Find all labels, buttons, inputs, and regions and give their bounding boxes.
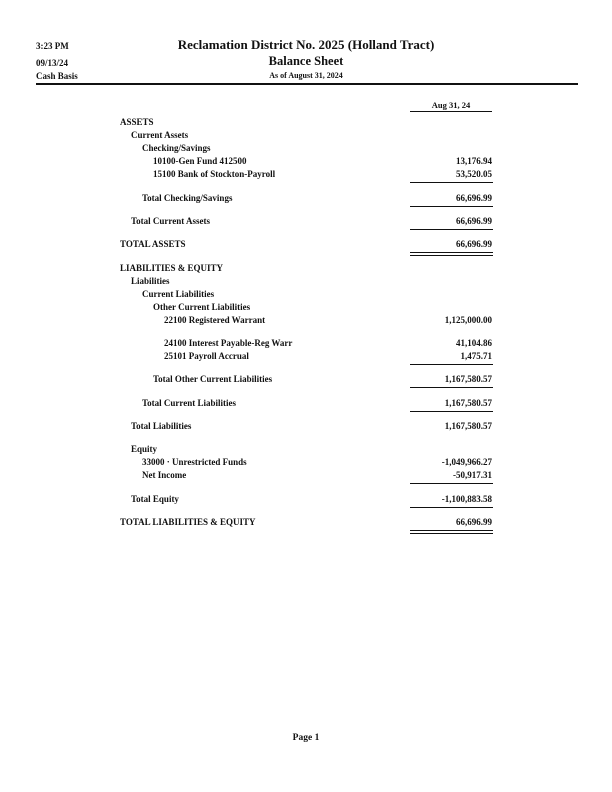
subtotal-rule <box>410 507 493 508</box>
subtotal-rule <box>410 364 493 365</box>
row-label: Total Checking/Savings <box>142 193 233 203</box>
row-label: Equity <box>131 444 158 454</box>
row-label: 10100-Gen Fund 412500 <box>153 156 247 166</box>
row-amount: 66,696.99 <box>456 216 492 226</box>
row-label: TOTAL ASSETS <box>120 239 186 249</box>
row-amount: -50,917.31 <box>453 470 492 480</box>
row-gen-fund <box>0 156 612 167</box>
row-label: TOTAL LIABILITIES & EQUITY <box>120 517 256 527</box>
row-equity <box>0 444 612 455</box>
row-total-liabilities <box>0 421 612 432</box>
row-assets <box>0 117 612 128</box>
row-label: 25101 Payroll Accrual <box>164 351 249 361</box>
row-amount: 1,167,580.57 <box>444 421 492 431</box>
row-unrestricted-funds <box>0 457 612 468</box>
row-other-current-liabilities <box>0 302 612 313</box>
row-label: 22100 Registered Warrant <box>164 315 266 325</box>
row-label: Checking/Savings <box>142 143 211 153</box>
row-liabilities <box>0 276 612 287</box>
row-total-equity <box>0 494 612 505</box>
column-heading-rule <box>410 111 492 112</box>
row-amount: 1,167,580.57 <box>444 374 492 384</box>
row-current-assets <box>0 130 612 141</box>
print-time: 3:23 PM <box>36 41 69 51</box>
print-date: 09/13/24 <box>36 58 69 68</box>
page-number: Page 1 <box>292 733 320 743</box>
row-amount: 1,167,580.57 <box>444 398 492 408</box>
row-label: Other Current Liabilities <box>153 302 251 312</box>
subtotal-rule <box>410 387 493 388</box>
header-rule <box>36 83 578 85</box>
report-title: Balance Sheet <box>268 54 344 68</box>
row-label: Total Other Current Liabilities <box>153 374 273 384</box>
row-current-liabilities <box>0 289 612 300</box>
row-net-income <box>0 470 612 481</box>
row-label: LIABILITIES & EQUITY <box>120 263 224 273</box>
accounting-basis: Cash Basis <box>36 71 78 81</box>
as-of-date: As of August 31, 2024 <box>269 71 343 80</box>
row-label: Total Current Liabilities <box>142 398 237 408</box>
row-amount: 66,696.99 <box>456 193 492 203</box>
row-interest-payable <box>0 338 612 349</box>
subtotal-rule <box>410 411 493 412</box>
row-bank-of-stockton <box>0 169 612 180</box>
company-name: Reclamation District No. 2025 (Holland Tract) <box>177 37 435 52</box>
row-amount: -1,049,966.27 <box>441 457 492 467</box>
row-amount: 66,696.99 <box>456 239 492 249</box>
row-label: Current Liabilities <box>142 289 215 299</box>
row-label: 15100 Bank of Stockton-Payroll <box>153 169 276 179</box>
row-label: 24100 Interest Payable-Reg Warr <box>164 338 293 348</box>
subtotal-rule <box>410 483 493 484</box>
row-registered-warrant <box>0 315 612 326</box>
row-amount: 13,176.94 <box>456 156 492 166</box>
row-amount: 41,104.86 <box>456 338 492 348</box>
subtotal-rule <box>410 206 493 207</box>
row-amount: -1,100,883.58 <box>441 494 492 504</box>
row-label: Current Assets <box>131 130 189 140</box>
row-label: 33000 · Unrestricted Funds <box>142 457 247 467</box>
row-liabilities-equity <box>0 263 612 274</box>
row-label: ASSETS <box>120 117 154 127</box>
row-total-liabilities-equity <box>0 517 612 528</box>
row-label: Net Income <box>142 470 187 480</box>
grand-total-double-rule <box>410 252 493 256</box>
row-label: Total Current Assets <box>131 216 211 226</box>
row-amount: 53,520.05 <box>456 169 492 179</box>
grand-total-double-rule <box>410 530 493 534</box>
row-amount: 1,475.71 <box>460 351 492 361</box>
row-total-other-current-liabilities <box>0 374 612 385</box>
subtotal-rule <box>410 182 493 183</box>
row-total-checking-savings <box>0 193 612 204</box>
subtotal-rule <box>410 229 493 230</box>
row-total-current-liabilities <box>0 398 612 409</box>
row-checking-savings <box>0 143 612 154</box>
column-heading: Aug 31, 24 <box>431 100 471 110</box>
row-total-assets <box>0 239 612 250</box>
row-amount: 66,696.99 <box>456 517 492 527</box>
row-amount: 1,125,000.00 <box>444 315 492 325</box>
row-label: Liabilities <box>131 276 170 286</box>
row-label: Total Liabilities <box>131 421 192 431</box>
row-total-current-assets <box>0 216 612 227</box>
row-payroll-accrual <box>0 351 612 362</box>
row-label: Total Equity <box>131 494 179 504</box>
